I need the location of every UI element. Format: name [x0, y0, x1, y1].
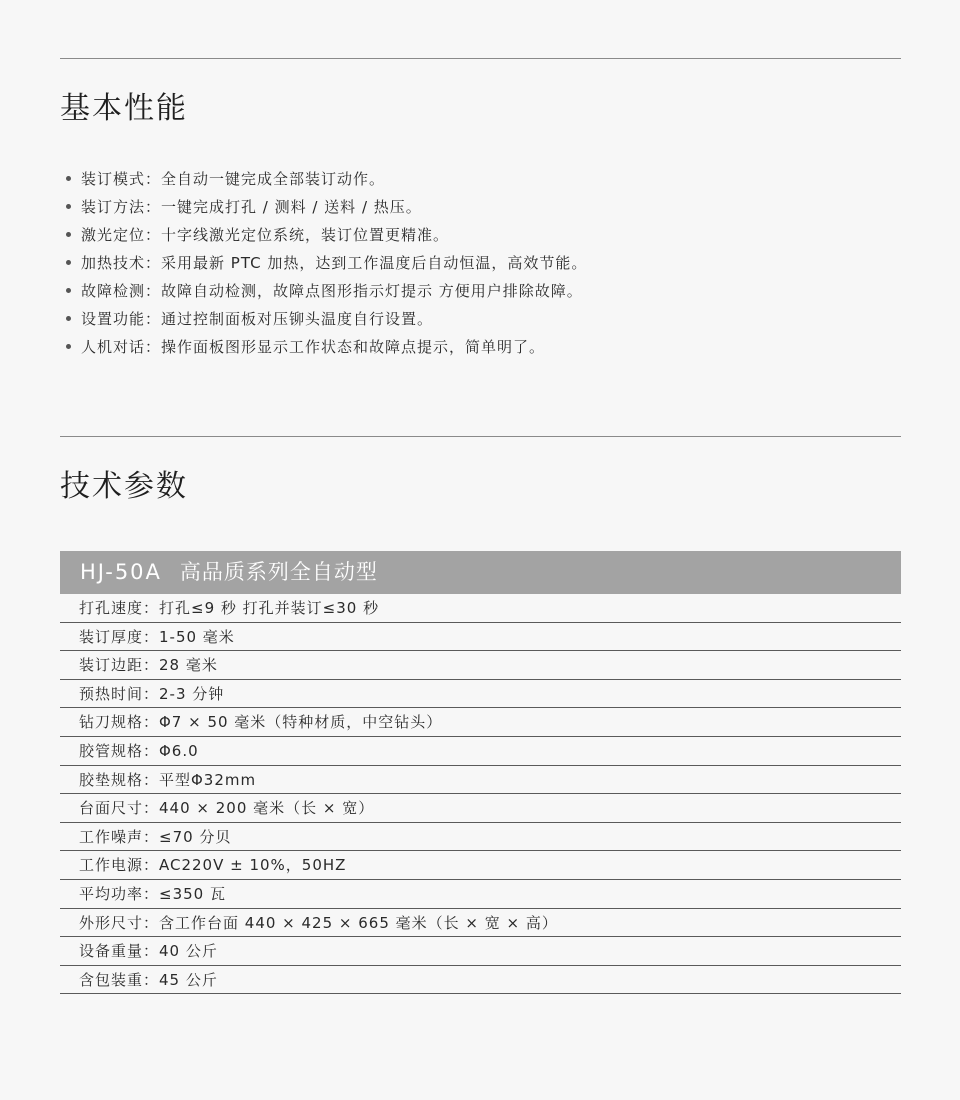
spec-row: 外形尺寸：含工作台面 440 × 425 × 665 毫米（长 × 宽 × 高）	[60, 909, 901, 938]
model-series: 高品质系列全自动型	[179, 560, 378, 584]
spec-row: 含包装重：45 公斤	[60, 966, 901, 995]
bullet-icon	[66, 344, 71, 349]
spec-row: 胶管规格：Φ6.0	[60, 737, 901, 766]
spec-row: 打孔速度：打孔≤9 秒 打孔并装订≤30 秒	[60, 594, 901, 623]
feature-item	[66, 165, 587, 193]
feature-item	[66, 277, 587, 305]
spec-row: 工作噪声：≤70 分贝	[60, 823, 901, 852]
bullet-icon	[66, 260, 71, 265]
section-title-technical-specs: 技术参数	[60, 469, 188, 504]
spec-row: 预热时间：2-3 分钟	[60, 680, 901, 709]
feature-item	[66, 305, 587, 333]
bullet-icon	[66, 316, 71, 321]
spec-row: 钻刀规格：Φ7 × 50 毫米（特种材质，中空钻头）	[60, 708, 901, 737]
spec-table-header	[60, 551, 901, 594]
section-divider-middle	[60, 436, 901, 437]
feature-text: 装订方法：一键完成打孔 / 测料 / 送料 / 热压。	[81, 198, 422, 216]
bullet-icon	[66, 204, 71, 209]
feature-item	[66, 249, 587, 277]
section-divider-top	[60, 58, 901, 59]
feature-item	[66, 193, 587, 221]
feature-text: 激光定位：十字线激光定位系统，装订位置更精准。	[81, 226, 450, 244]
feature-text: 设置功能：通过控制面板对压铆头温度自行设置。	[81, 310, 434, 328]
feature-list	[66, 165, 587, 361]
spec-table	[60, 594, 901, 994]
section-title-basic-performance: 基本性能	[60, 91, 188, 126]
feature-text: 加热技术：采用最新 PTC 加热，达到工作温度后自动恒温，高效节能。	[81, 254, 588, 272]
feature-item	[66, 333, 587, 361]
spec-row: 设备重量：40 公斤	[60, 937, 901, 966]
spec-row: 装订厚度：1-50 毫米	[60, 623, 901, 652]
spec-row: 台面尺寸：440 × 200 毫米（长 × 宽）	[60, 794, 901, 823]
bullet-icon	[66, 232, 71, 237]
spec-row: 工作电源：AC220V ± 10%，50HZ	[60, 851, 901, 880]
bullet-icon	[66, 176, 71, 181]
spec-row: 胶垫规格：平型Φ32mm	[60, 766, 901, 795]
feature-item	[66, 221, 587, 249]
feature-text: 人机对话：操作面板图形显示工作状态和故障点提示，简单明了。	[81, 338, 546, 356]
model-number: HJ-50A	[80, 560, 162, 584]
feature-text: 装订模式：全自动一键完成全部装订动作。	[81, 170, 386, 188]
spec-row: 装订边距：28 毫米	[60, 651, 901, 680]
spec-row: 平均功率：≤350 瓦	[60, 880, 901, 909]
bullet-icon	[66, 288, 71, 293]
feature-text: 故障检测：故障自动检测，故障点图形指示灯提示 方便用户排除故障。	[81, 282, 583, 300]
